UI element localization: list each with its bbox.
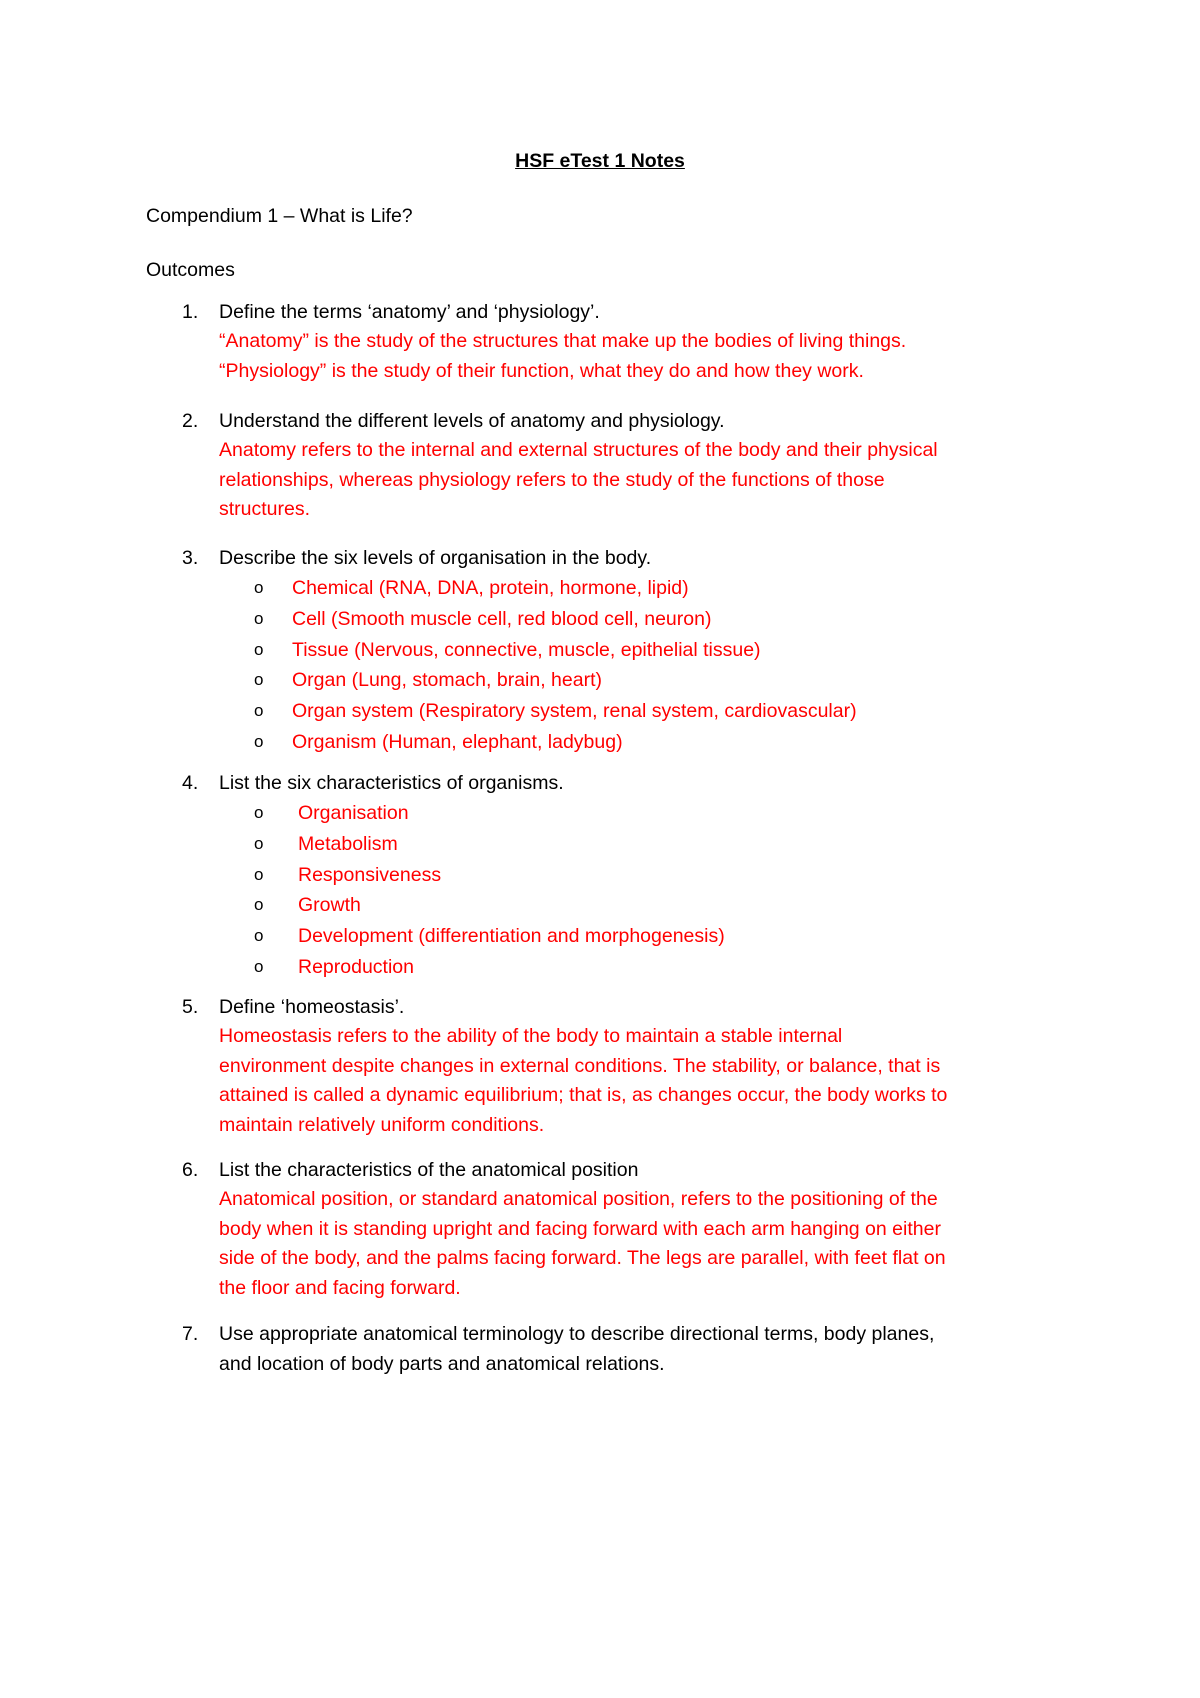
outcome-question: [219, 1155, 1069, 1303]
list-item: o Responsiveness: [0, 860, 1200, 891]
item-number: 6.: [182, 1159, 199, 1181]
answer-line: side of the body, and the palms facing forward. The legs are parallel, with feet flat on: [219, 1247, 946, 1270]
compendium-heading: Compendium 1 – What is Life?: [146, 205, 413, 227]
list-item: o Metabolism: [0, 829, 1200, 860]
bullet-icon: o: [254, 864, 264, 884]
list-item: o Chemical (RNA, DNA, protein, hormone, lipid): [0, 573, 1200, 604]
list-item: o Development (differentiation and morphogenesis): [0, 921, 1200, 952]
question-text-line: Use appropriate anatomical terminology to describe directional terms, body planes,: [219, 1323, 935, 1345]
answer-line: body when it is standing upright and facing forward with each arm hanging on either: [219, 1217, 941, 1240]
bullet-icon: o: [254, 895, 264, 915]
item-number: 3.: [182, 547, 199, 569]
characteristics-list: [0, 798, 1200, 983]
item-number: 2.: [182, 410, 199, 432]
answer-line: Anatomy refers to the internal and external structures of the body and their physical: [219, 439, 938, 461]
list-item: o Tissue (Nervous, connective, muscle, epithelial tissue): [0, 635, 1200, 666]
bullet-icon: o: [254, 926, 264, 946]
bullet-icon: o: [254, 608, 264, 628]
question-text: Describe the six levels of organisation in the body.: [219, 547, 652, 569]
question-text: Define the terms ‘anatomy’ and ‘physiology’.: [219, 301, 600, 323]
bullet-icon: o: [254, 956, 264, 976]
answer-line: Homeostasis refers to the ability of the body to maintain a stable internal: [219, 1025, 843, 1047]
organisation-levels-list: [0, 573, 1200, 758]
answer-line: relationships, whereas physiology refers to the study of the functions of those: [219, 468, 885, 491]
bullet-icon: o: [254, 731, 264, 751]
answer-line: attained is called a dynamic equilibrium; that is, as changes occur, the body works to: [219, 1084, 948, 1107]
list-item: o Growth: [0, 890, 1200, 921]
list-item: o Organ (Lung, stomach, brain, heart): [0, 665, 1200, 696]
answer-line: the floor and facing forward.: [219, 1276, 461, 1299]
bullet-icon: o: [254, 701, 264, 721]
answer-line: maintain relatively uniform conditions.: [219, 1113, 545, 1136]
outcome-question: [219, 992, 1069, 1140]
item-number: 4.: [182, 772, 199, 794]
document-title: HSF eTest 1 Notes: [515, 150, 685, 172]
bullet-icon: o: [254, 639, 264, 659]
answer-line: environment despite changes in external conditions. The stability, or balance, that is: [219, 1054, 941, 1077]
bullet-icon: o: [254, 803, 264, 822]
answer-line: Anatomical position, or standard anatomical position, refers to the positioning of the: [219, 1188, 938, 1210]
answer-line: structures.: [219, 498, 311, 521]
item-number: 5.: [182, 996, 199, 1018]
outcome-question: [219, 406, 1069, 525]
list-item: o Organ system (Respiratory system, renal system, cardiovascular): [0, 696, 1200, 727]
outcome-question: [219, 297, 1069, 386]
answer-line: “Physiology” is the study of their function, what they do and how they work.: [219, 359, 864, 382]
question-text-line: and location of body parts and anatomical relations.: [219, 1353, 665, 1375]
question-text: List the characteristics of the anatomical position: [219, 1159, 639, 1181]
bullet-icon: o: [254, 833, 264, 853]
answer-line: “Anatomy” is the study of the structures that make up the bodies of living things.: [219, 330, 907, 352]
list-item: o Organism (Human, elephant, ladybug): [0, 727, 1200, 758]
question-text: Define ‘homeostasis’.: [219, 996, 405, 1018]
item-number: 7.: [182, 1323, 199, 1345]
question-text: Understand the different levels of anatomy and physiology.: [219, 410, 725, 432]
list-item: o Cell (Smooth muscle cell, red blood cell, neuron): [0, 604, 1200, 635]
question-text: List the six characteristics of organisms.: [219, 772, 564, 794]
outcome-question: [219, 1319, 1069, 1379]
outcomes-label: Outcomes: [146, 259, 235, 281]
item-number: 1.: [182, 301, 199, 323]
bullet-icon: o: [254, 578, 264, 597]
bullet-icon: o: [254, 670, 264, 690]
list-item: o Reproduction: [0, 952, 1200, 983]
list-item: o Organisation: [0, 798, 1200, 829]
